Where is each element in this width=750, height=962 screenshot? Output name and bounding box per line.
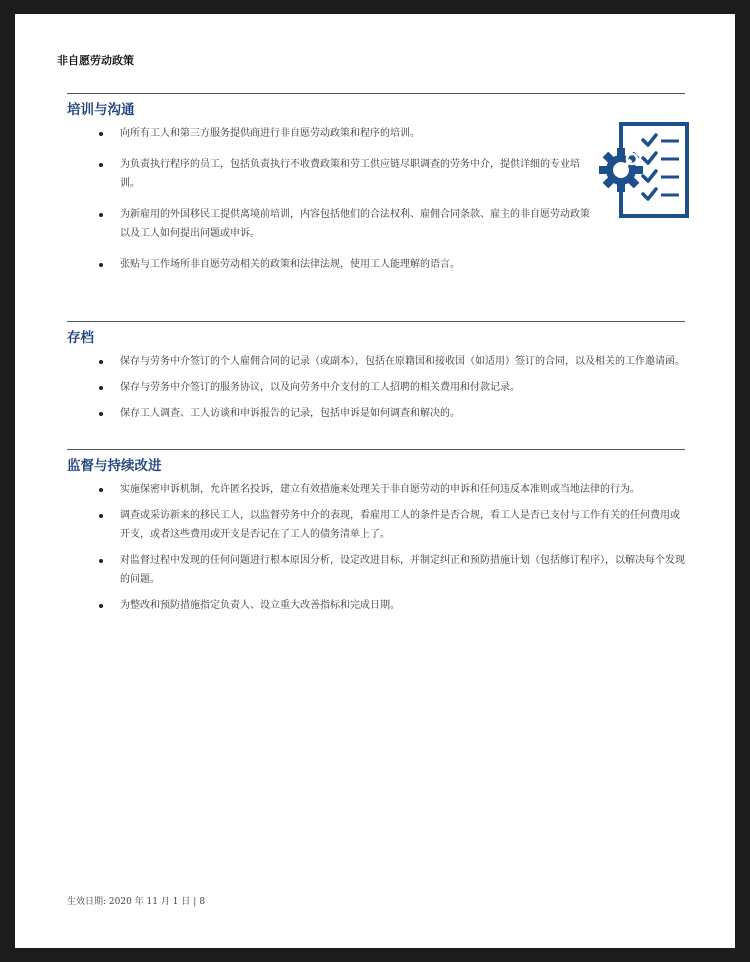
- bullet-list: [67, 480, 685, 615]
- bullet-icon: [99, 559, 103, 563]
- list-item: 调查或采访新来的移民工人，以监督劳务中介的表现，看雇用工人的条件是否合规，看工人是否已支付与工作有关的任何费用或开支，或者这些费用或开支是否记在了工人的债务清单上了。: [67, 506, 685, 544]
- section-divider: [67, 321, 685, 322]
- list-item: 保存与劳务中介签订的服务协议，以及向劳务中介支付的工人招聘的相关费用和付款记录。: [67, 378, 685, 397]
- bullet-icon: [99, 412, 103, 416]
- effective-date: 生效日期: 2020 年 11 月 1 日: [67, 897, 191, 907]
- list-item: 张贴与工作场所非自愿劳动相关的政策和法律法规，使用工人能理解的语言。: [67, 255, 590, 274]
- bullet-icon: [99, 213, 103, 217]
- bullet-icon: [99, 386, 103, 390]
- section-heading: 监督与持续改进: [67, 458, 162, 474]
- list-item: 为负责执行程序的员工，包括负责执行不收费政策和劳工供应链尽职调查的劳务中介，提供详细的专业培训。: [67, 155, 590, 193]
- section-divider: [67, 93, 685, 94]
- section-training: [67, 93, 685, 286]
- section-records: [67, 321, 685, 430]
- list-item: 为新雇用的外国移民工提供离境前培训，内容包括他们的合法权利、雇佣合同条款、雇主的非自愿劳动政策以及工人如何提出问题或申诉。: [67, 205, 590, 243]
- bullet-icon: [99, 488, 103, 492]
- section-heading: 培训与沟通: [67, 102, 135, 118]
- bullet-icon: [99, 132, 103, 136]
- section-divider: [67, 449, 685, 450]
- bullet-icon: [99, 514, 103, 518]
- list-item: 对监督过程中发现的任何问题进行根本原因分析，设定改进目标，并制定纠正和预防措施计划（包括修订程序），以解决每个发现的问题。: [67, 551, 685, 589]
- bullet-icon: [99, 263, 103, 267]
- page-footer: [67, 894, 205, 907]
- section-monitoring: [67, 449, 685, 622]
- list-item: 实施保密申诉机制，允许匿名投诉，建立有效措施来处理关于非自愿劳动的申诉和任何违反本准则或当地法律的行为。: [67, 480, 685, 499]
- bullet-icon: [99, 163, 103, 167]
- bullet-icon: [99, 604, 103, 608]
- bullet-icon: [99, 360, 103, 364]
- checklist-gear-icon: [599, 122, 691, 220]
- page-number: 8: [199, 897, 206, 907]
- footer-separator: |: [193, 897, 197, 907]
- bullet-list: [67, 352, 685, 423]
- section-heading: 存档: [67, 330, 94, 346]
- bullet-list: [67, 124, 685, 274]
- running-head: 非自愿劳动政策: [57, 54, 134, 67]
- list-item: 为整改和预防措施指定负责人、设立重大改善指标和完成日期。: [67, 596, 685, 615]
- list-item: 保存与劳务中介签订的个人雇佣合同的记录（或副本），包括在原籍国和接收国（如适用）签订的合同，以及相关的工作邀请函。: [67, 352, 685, 371]
- list-item: 保存工人调查、工人访谈和申诉报告的记录，包括申诉是如何调查和解决的。: [67, 404, 685, 423]
- list-item: 向所有工人和第三方服务提供商进行非自愿劳动政策和程序的培训。: [67, 124, 590, 143]
- document-page: [15, 14, 735, 948]
